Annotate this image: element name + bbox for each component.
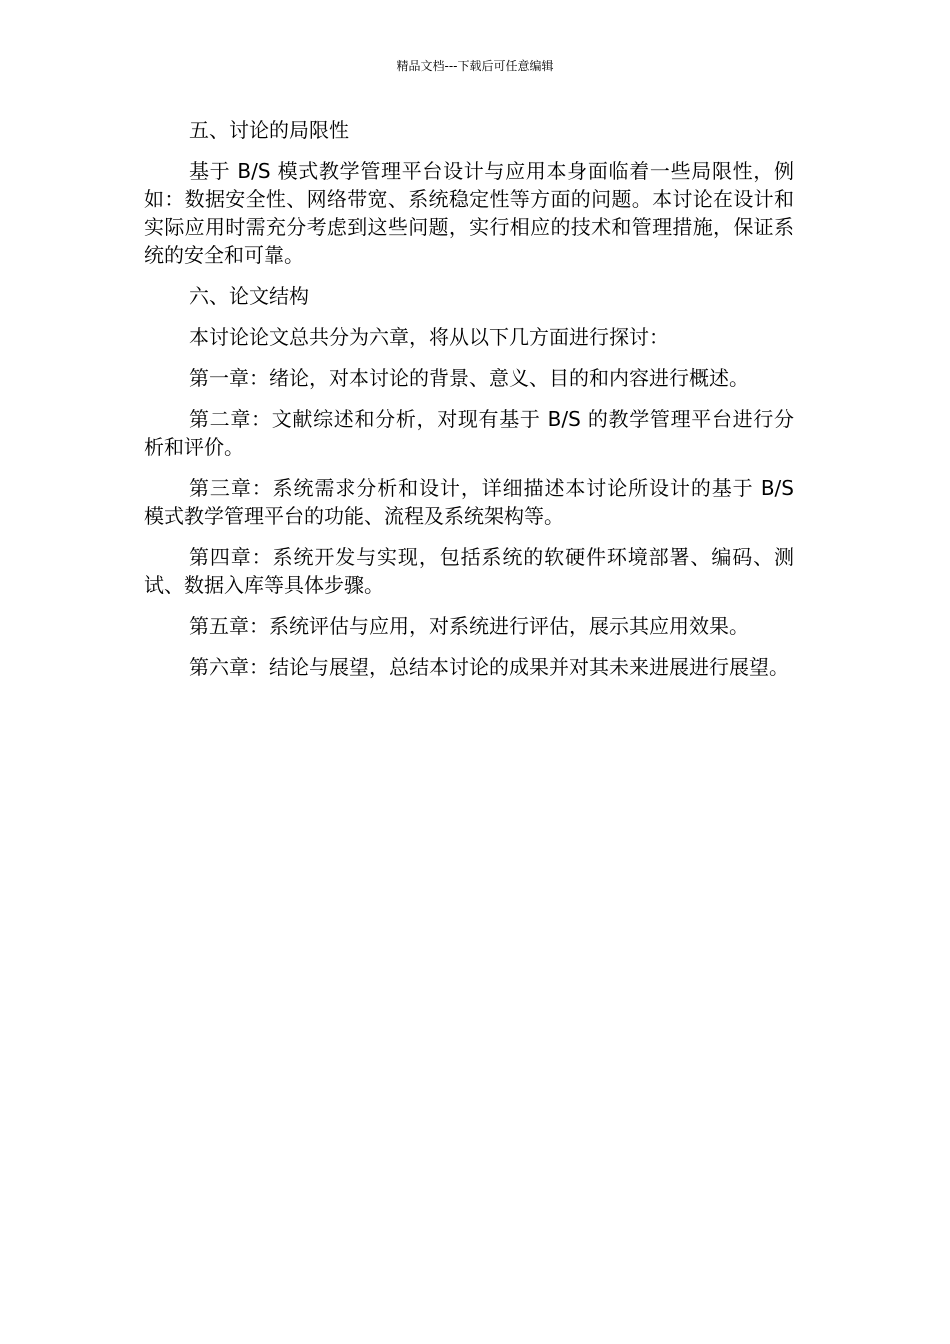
page-header: 精品文档---下载后可任意编辑 — [396, 59, 554, 73]
paragraph-structure-intro: 本讨论论文总共分为六章，将从以下几方面进行探讨： — [189, 325, 669, 349]
section-heading-structure: 六、论文结构 — [189, 284, 309, 308]
paragraph-chapter-1: 第一章：绪论，对本讨论的背景、意义、目的和内容进行概述。 — [189, 366, 749, 390]
paragraph-chapter-3: 第三章：系统需求分析和设计，详细描述本讨论所设计的基于 B/S 模式教学管理平台的功能、流程及系统架构等。 — [144, 476, 794, 528]
paragraph-chapter-4: 第四章：系统开发与实现，包括系统的软硬件环境部署、编码、测试、数据入库等具体步骤。 — [144, 545, 794, 597]
section-heading-limitations: 五、讨论的局限性 — [189, 118, 349, 142]
paragraph-chapter-5: 第五章：系统评估与应用，对系统进行评估，展示其应用效果。 — [189, 614, 749, 638]
paragraph-chapter-6: 第六章：结论与展望，总结本讨论的成果并对其未来进展进行展望。 — [189, 655, 789, 679]
paragraph-limitations: 基于 B/S 模式教学管理平台设计与应用本身面临着一些局限性，例如：数据安全性、网络带宽、系统稳定性等方面的问题。本讨论在设计和实际应用时需充分考虑到这些问题，实行相应的技术和管理措施，保证系统的安全和可靠。 — [144, 159, 794, 267]
document-body — [144, 116, 794, 694]
paragraph-chapter-2: 第二章：文献综述和分析，对现有基于 B/S 的教学管理平台进行分析和评价。 — [144, 407, 794, 459]
